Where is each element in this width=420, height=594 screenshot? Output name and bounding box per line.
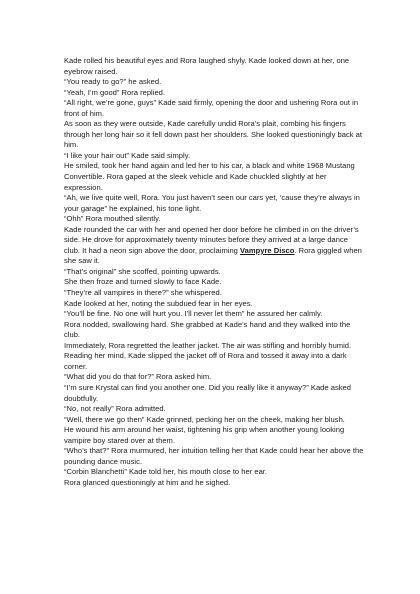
paragraph: As soon as they were outside, Kade carefully undid Rora’s plait, combing his fingers through her long hair so it fell down past her shoulders. She looked questioningly back at him. [64,119,362,150]
paragraph: “No, not really” Rora admitted. [64,404,166,414]
paragraph: She then froze and turned slowly to face Kade. [64,277,222,287]
paragraph: “Ah, we live quite well, Rora. You just haven’t seen our cars yet, ‘cause they’re always in your garage” he explained, his tone light. [64,193,360,213]
paragraph: He wound his arm around her waist, tightening his grip when another young looking vampire boy stared over at them. [64,425,345,445]
paragraph: Rora glanced questioningly at him and he sighed. [64,477,231,487]
paragraph: He smiled, took her hand again and led her to his car, a black and white 1968 Mustang Convertible. Rora gaped at the sleek vehicle and Kade chuckled slightly at her expression. [64,161,355,192]
paragraph: Rora nodded, swallowing hard. She grabbed at Kade’s hand and they walked into the club. [64,319,351,340]
paragraph: Immediately, Rora regretted the leather jacket. The air was stifling and horribly humid. Reading her mind, Kade slipped the jacket off of Rora and tossed it away into a dark corner. [64,340,352,371]
paragraph: “Corbin Blanchetti” Kade told her, his mouth close to her ear. [64,467,268,477]
paragraph: “That’s original” she scoffed, pointing upwards. [64,266,221,276]
paragraph-text: Kade rounded the car with her and opened her door before he climbed in on the driver’s side. He drove for approximately twenty minutes before they arrived at a large dance club. It had a neon sign above the door, proclaiming [64,224,359,255]
paragraph: “You ready to go?” he asked. [64,77,162,87]
paragraph: “Who’s that?” Rora murmured, her intuition telling her that Kade could hear her above the pounding dance music. [64,446,364,466]
paragraph: Kade looked at her, noting the subdued fear in her eyes. [64,298,253,308]
paragraph-text: . Rora giggled when she saw it. [64,245,362,266]
paragraph: “Well, there we go then” Kade grinned, pecking her on the cheek, making her blush. [64,414,345,424]
paragraph [64,225,364,267]
paragraph: “You’ll be fine. No one will hurt you. I’ll never let them” he assured her calmly. [64,309,323,319]
paragraph: “Yeah, I’m good” Rora replied. [64,87,166,97]
club-name: Vampyre Disco [240,245,295,255]
paragraph: “I like your hair out” Kade said simply. [64,150,191,160]
paragraph: “What did you do that for?” Rora asked him. [64,372,212,382]
story-text [64,56,364,488]
paragraph: “I’m sure Krystal can find you another one. Did you really like it anyway?” Kade asked doubtfully. [64,382,351,403]
paragraph: “They’re all vampires in there?” she whispered. [64,288,222,298]
paragraph: “All right, we’re gone, guys” Kade said firmly, opening the door and ushering Rora out in front of him. [64,98,359,118]
paragraph: Kade rolled his beautiful eyes and Rora laughed shyly. Kade looked down at her, one eyebrow raised. [64,56,350,76]
paragraph: “Ohh” Rora mouthed silently. [64,214,161,224]
